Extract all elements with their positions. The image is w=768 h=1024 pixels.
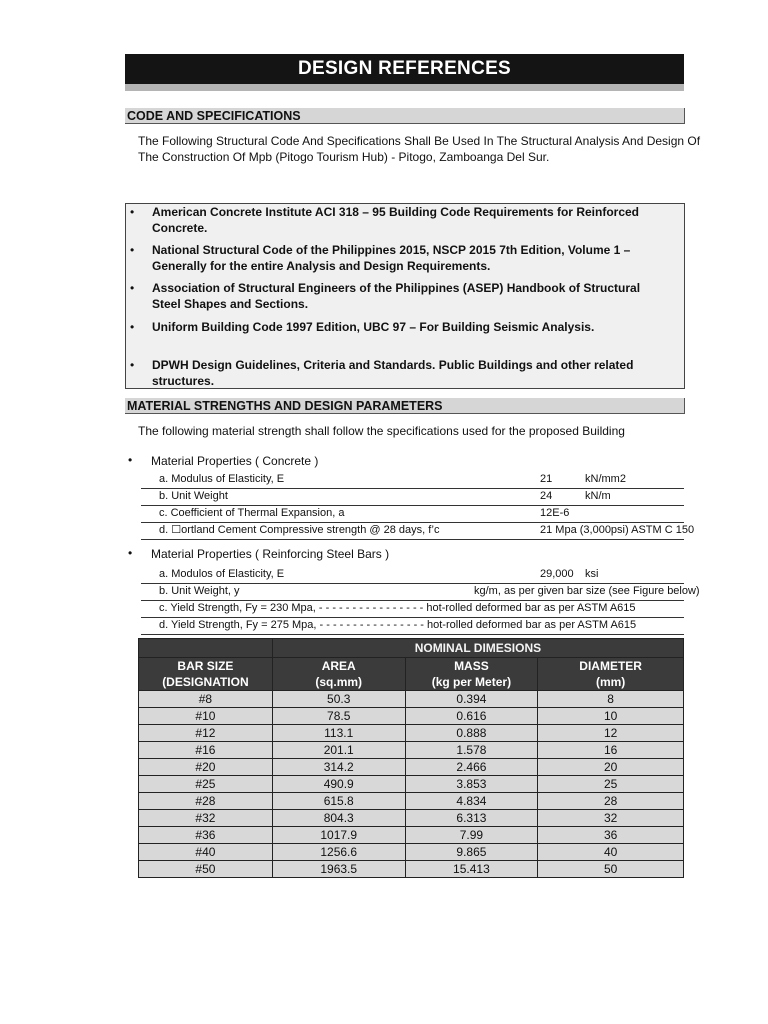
table-cell: #10 <box>139 708 273 725</box>
table-cell: 4.834 <box>405 793 538 810</box>
table-row <box>139 793 684 810</box>
table-row <box>139 759 684 776</box>
steel-row <box>141 600 684 618</box>
property-value: kg/m, as per given bar size (see Figure below) <box>474 585 700 597</box>
table-cell: 9.865 <box>405 844 538 861</box>
table-cell: 20 <box>538 759 684 776</box>
table-cell: #28 <box>139 793 273 810</box>
bullet-icon: • <box>128 453 133 467</box>
table-cell: 8 <box>538 691 684 708</box>
table-cell: 2.466 <box>405 759 538 776</box>
table-cell: 15.413 <box>405 861 538 878</box>
steel-row <box>141 617 684 635</box>
table-cell: 50 <box>538 861 684 878</box>
table-cell: 10 <box>538 708 684 725</box>
reference-item <box>130 357 672 389</box>
steel-row <box>141 583 700 601</box>
table-row <box>139 725 684 742</box>
concrete-row <box>141 522 695 540</box>
table-row <box>139 708 684 725</box>
material-intro: The following material strength shall follow the specifications used for the proposed Building <box>138 424 625 438</box>
table-cell: 6.313 <box>405 810 538 827</box>
reference-line: DPWH Design Guidelines, Criteria and Standards. Public Buildings and other related <box>152 358 634 372</box>
table-cell: 78.5 <box>272 708 405 725</box>
table-cell: #25 <box>139 776 273 793</box>
bullet-icon: • <box>130 243 135 257</box>
table-cell: #12 <box>139 725 273 742</box>
property-label: d. Yield Strength, Fy = 275 Mpa, - - - - - - - - - - - - - - - - hot-rolled deformed bar as per ASTM A615 <box>159 619 637 631</box>
table-cell: #40 <box>139 844 273 861</box>
table-cell: 1963.5 <box>272 861 405 878</box>
property-label: c. Yield Strength, Fy = 230 Mpa, - - - - - - - - - - - - - - - - hot-rolled deformed bar as per ASTM A615 <box>159 602 636 614</box>
reference-item <box>130 204 672 236</box>
property-label: b. Unit Weight <box>159 490 228 502</box>
table-cell: #36 <box>139 827 273 844</box>
table-row <box>139 861 684 878</box>
property-label: a. Modulos of Elasticity, E <box>159 568 285 580</box>
table-cell: 0.888 <box>405 725 538 742</box>
material-section-heading: MATERIAL STRENGTHS AND DESIGN PARAMETERS <box>125 398 685 414</box>
property-value: 21 Mpa (3,000psi) ASTM C 150 <box>540 524 695 536</box>
table-row <box>139 776 684 793</box>
table-cell: 0.616 <box>405 708 538 725</box>
table-cell: 490.9 <box>272 776 405 793</box>
reference-line: American Concrete Institute ACI 318 – 95 Building Code Requirements for Reinforced <box>152 205 639 219</box>
bullet-icon: • <box>130 320 135 334</box>
reference-line: Steel Shapes and Sections. <box>152 297 309 311</box>
property-label: c. Coefficient of Thermal Expansion, a <box>159 507 345 519</box>
reference-item <box>130 280 672 312</box>
concrete-row <box>141 471 684 489</box>
page-title: DESIGN REFERENCES <box>125 54 684 84</box>
table-cell: 0.394 <box>405 691 538 708</box>
table-cell: #32 <box>139 810 273 827</box>
property-value: 29,000 <box>540 568 574 580</box>
table-cell: 1.578 <box>405 742 538 759</box>
property-unit: kN/mm2 <box>585 473 626 485</box>
steel-heading: Material Properties ( Reinforcing Steel Bars ) <box>151 547 390 561</box>
table-row <box>139 742 684 759</box>
bullet-icon: • <box>130 281 135 295</box>
bullet-icon: • <box>130 205 135 219</box>
property-unit: ksi <box>585 568 599 580</box>
reference-line: Association of Structural Engineers of the Philippines (ASEP) Handbook of Structural <box>152 281 641 295</box>
property-label: d. ☐ortland Cement Compressive strength @ 28 days, f’c <box>159 524 440 536</box>
reference-line: Concrete. <box>152 221 208 235</box>
bullet-icon: • <box>130 358 135 372</box>
reference-line: structures. <box>152 374 215 388</box>
table-cell: 201.1 <box>272 742 405 759</box>
concrete-row <box>141 505 684 523</box>
code-intro-line1: The Following Structural Code And Specifications Shall Be Used In The Structural Analysis And Design Of <box>138 134 701 148</box>
table-cell: 36 <box>538 827 684 844</box>
table-cell: 12 <box>538 725 684 742</box>
table-cell: 3.853 <box>405 776 538 793</box>
property-label: b. Unit Weight, y <box>159 585 240 597</box>
table-row <box>139 844 684 861</box>
column-header-mass: MASS (kg per Meter) <box>405 658 538 691</box>
column-header-bar-size: BAR SIZE (DESIGNATION <box>139 658 273 691</box>
bullet-icon: • <box>128 546 133 560</box>
reference-item <box>130 242 672 274</box>
column-header-area: AREA (sq.mm) <box>272 658 405 691</box>
table-cell: 40 <box>538 844 684 861</box>
property-value: 24 <box>540 490 553 502</box>
table-cell: 50.3 <box>272 691 405 708</box>
reference-line: Uniform Building Code 1997 Edition, UBC 97 – For Building Seismic Analysis. <box>152 320 595 334</box>
table-row <box>139 810 684 827</box>
blank-header-cell <box>139 639 273 658</box>
property-label: a. Modulus of Elasticity, E <box>159 473 285 485</box>
table-row <box>139 827 684 844</box>
table-cell: 113.1 <box>272 725 405 742</box>
references-box <box>125 203 685 389</box>
reference-line: National Structural Code of the Philippines 2015, NSCP 2015 7th Edition, Volume 1 – <box>152 243 631 257</box>
reference-line: Generally for the entire Analysis and Design Requirements. <box>152 259 491 273</box>
table-cell: 1256.6 <box>272 844 405 861</box>
property-unit: kN/m <box>585 490 611 502</box>
property-value: 21 <box>540 473 553 485</box>
code-intro-line2: The Construction Of Mpb (Pitogo Tourism Hub) - Pitogo, Zamboanga Del Sur. <box>138 150 550 164</box>
group-header: NOMINAL DIMESIONS <box>272 639 683 658</box>
table-cell: #16 <box>139 742 273 759</box>
bar-dimensions-table <box>138 638 684 878</box>
table-cell: #20 <box>139 759 273 776</box>
table-cell: 7.99 <box>405 827 538 844</box>
table-cell: 32 <box>538 810 684 827</box>
concrete-row <box>141 488 684 506</box>
table-cell: 28 <box>538 793 684 810</box>
property-value: 12E-6 <box>540 507 570 519</box>
table-cell: 1017.9 <box>272 827 405 844</box>
table-cell: 804.3 <box>272 810 405 827</box>
column-header-diameter: DIAMETER (mm) <box>538 658 684 691</box>
reference-item <box>130 319 672 335</box>
steel-row <box>141 566 684 584</box>
title-underline <box>125 84 684 91</box>
table-cell: 615.8 <box>272 793 405 810</box>
table-cell: 25 <box>538 776 684 793</box>
code-section-heading: CODE AND SPECIFICATIONS <box>125 108 685 124</box>
concrete-heading: Material Properties ( Concrete ) <box>151 454 319 468</box>
table-cell: #8 <box>139 691 273 708</box>
table-cell: 16 <box>538 742 684 759</box>
table-cell: 314.2 <box>272 759 405 776</box>
table-cell: #50 <box>139 861 273 878</box>
table-row <box>139 691 684 708</box>
